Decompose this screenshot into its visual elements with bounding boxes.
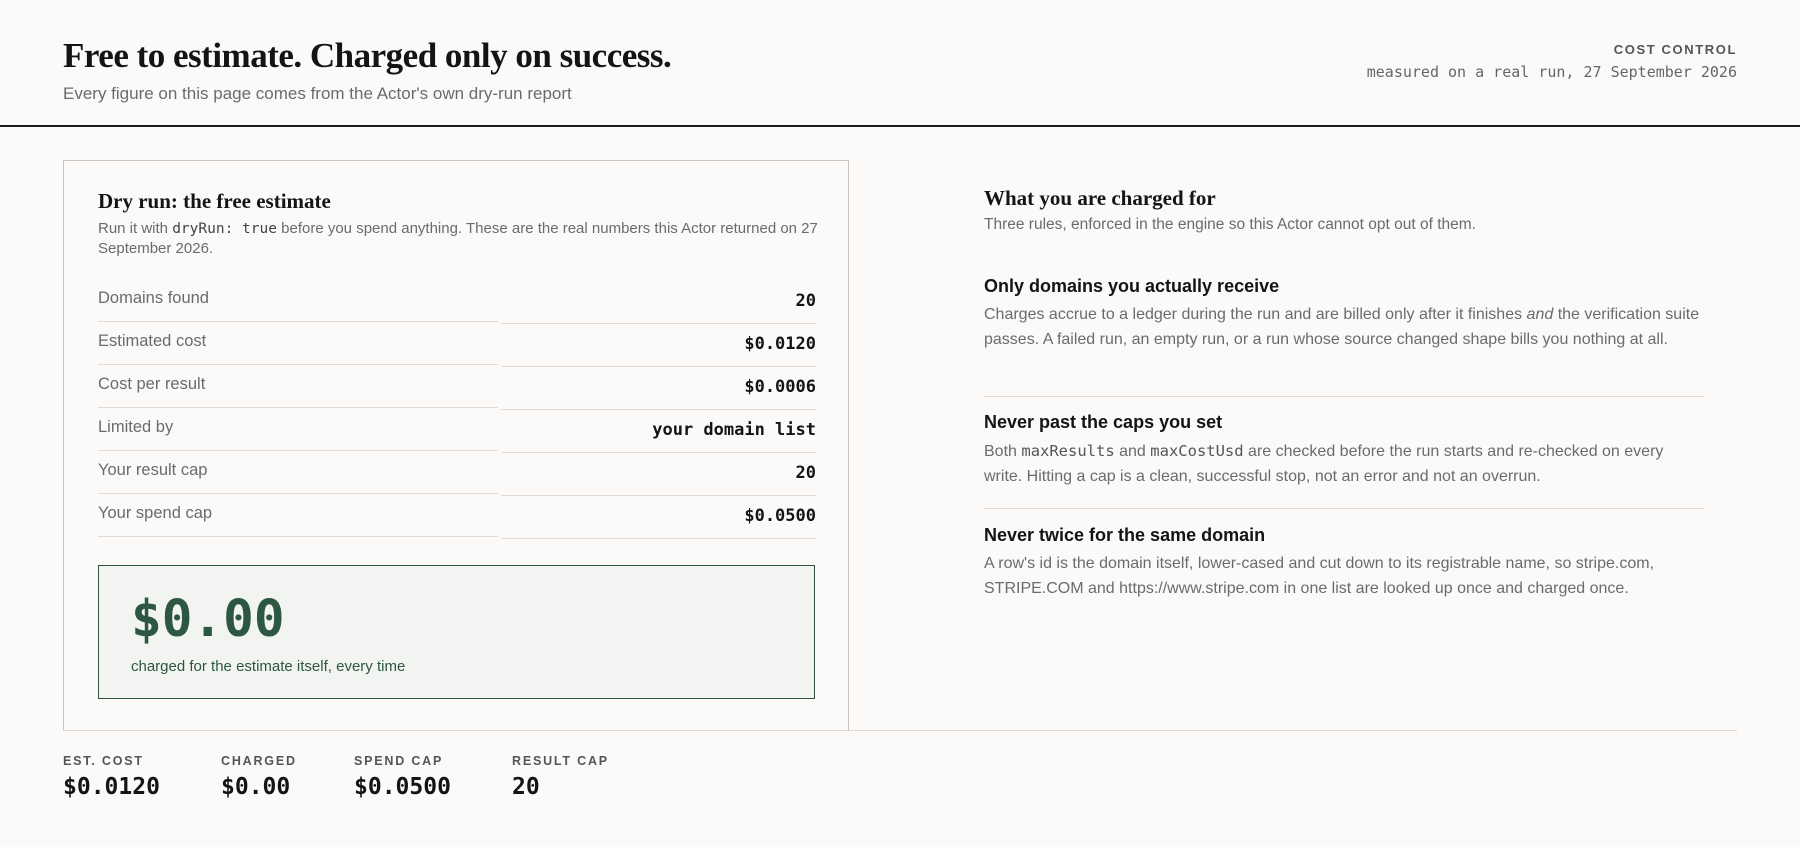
row-label: Your result cap — [98, 461, 498, 494]
rule-title: Never past the caps you set — [984, 412, 1223, 432]
rule-text — [984, 439, 1704, 489]
page-title: Free to estimate. Charged only on success. — [63, 36, 672, 75]
rule-text-part: Both — [984, 443, 1022, 460]
stat-charged — [221, 754, 297, 800]
stat-result-cap — [512, 754, 609, 800]
estimate-charge-amount: $0.00 — [131, 590, 285, 649]
dry-run-title: Dry run: the free estimate — [98, 189, 331, 213]
row-value: $0.0120 — [501, 334, 816, 367]
stat-label: SPEND CAP — [354, 754, 444, 768]
table-row — [98, 494, 816, 537]
table-row — [98, 322, 816, 365]
estimate-charge-caption: charged for the estimate itself, every time — [131, 658, 406, 675]
max-cost-code: maxCostUsd — [1150, 442, 1244, 460]
dry-run-intro — [98, 219, 818, 258]
dry-run-intro-after: before you spend anything. These are the real numbers this Actor returned on 27 September 2026. — [98, 220, 818, 257]
row-value: 20 — [501, 463, 816, 496]
divider — [984, 396, 1704, 397]
footer-divider — [63, 730, 1737, 731]
stat-label: CHARGED — [221, 754, 297, 768]
charges-section — [984, 186, 1704, 597]
page-subtitle: Every figure on this page comes from the Actor's own dry-run report — [63, 84, 572, 103]
dry-run-intro-before: Run it with — [98, 220, 173, 237]
measured-note: measured on a real run, 27 September 2026 — [1366, 63, 1737, 81]
rule-text: A row's id is the domain itself, lower-cased and cut down to its registrable name, so stripe.com, STRIPE.COM and https://www.stripe.com in one list are looked up once and charged once. — [984, 555, 1655, 597]
estimate-table — [98, 279, 816, 549]
stat-spend-cap — [354, 754, 451, 800]
dry-run-code: dryRun: true — [172, 221, 277, 237]
rule-only-received — [984, 276, 1704, 352]
rule-caps — [984, 412, 1704, 489]
rule-text-part: and — [1114, 443, 1151, 460]
rule-text — [984, 303, 1704, 352]
row-label: Cost per result — [98, 375, 498, 408]
rule-text-part: Charges accrue to a ledger during the run and are billed only after it finishes — [984, 306, 1527, 323]
dry-run-card — [63, 160, 849, 731]
row-value: $0.0006 — [501, 377, 816, 410]
page-header — [0, 0, 1800, 127]
row-value: 20 — [501, 291, 816, 324]
rule-text-emphasis: and — [1526, 306, 1554, 323]
estimate-charge-box — [98, 565, 815, 699]
stat-value: $0.0500 — [354, 774, 451, 800]
stat-est-cost — [63, 754, 160, 800]
table-row — [98, 365, 816, 408]
row-label: Limited by — [98, 418, 498, 451]
charges-intro: Three rules, enforced in the engine so this Actor cannot opt out of them. — [984, 216, 1476, 233]
rule-dedupe — [984, 525, 1704, 601]
charges-title: What you are charged for — [984, 186, 1216, 210]
row-value: your domain list — [501, 420, 816, 453]
rule-text-part: the verification suite passes. A failed run, an empty run, or a run whose source changed shape bills you nothing at all. — [984, 306, 1700, 348]
stat-value: $0.00 — [221, 774, 291, 800]
stat-label: RESULT CAP — [512, 754, 609, 768]
divider — [984, 508, 1704, 509]
row-label: Your spend cap — [98, 504, 498, 537]
stat-value: $0.0120 — [63, 774, 160, 800]
rule-title: Never twice for the same domain — [984, 525, 1266, 545]
row-label: Estimated cost — [98, 332, 498, 365]
table-row — [98, 451, 816, 494]
max-results-code: maxResults — [1021, 442, 1115, 460]
table-row — [98, 279, 816, 322]
rule-text-part: are checked before the run starts and re-checked on every write. Hitting a cap is a clean, successful stop, not an error and not an overrun. — [984, 443, 1664, 485]
row-value: $0.0500 — [501, 506, 816, 539]
row-label: Domains found — [98, 289, 498, 322]
table-row — [98, 408, 816, 451]
stat-label: EST. COST — [63, 754, 144, 768]
stat-value: 20 — [512, 774, 540, 800]
cost-control-label: COST CONTROL — [1613, 42, 1737, 57]
rule-title: Only domains you actually receive — [984, 276, 1280, 296]
